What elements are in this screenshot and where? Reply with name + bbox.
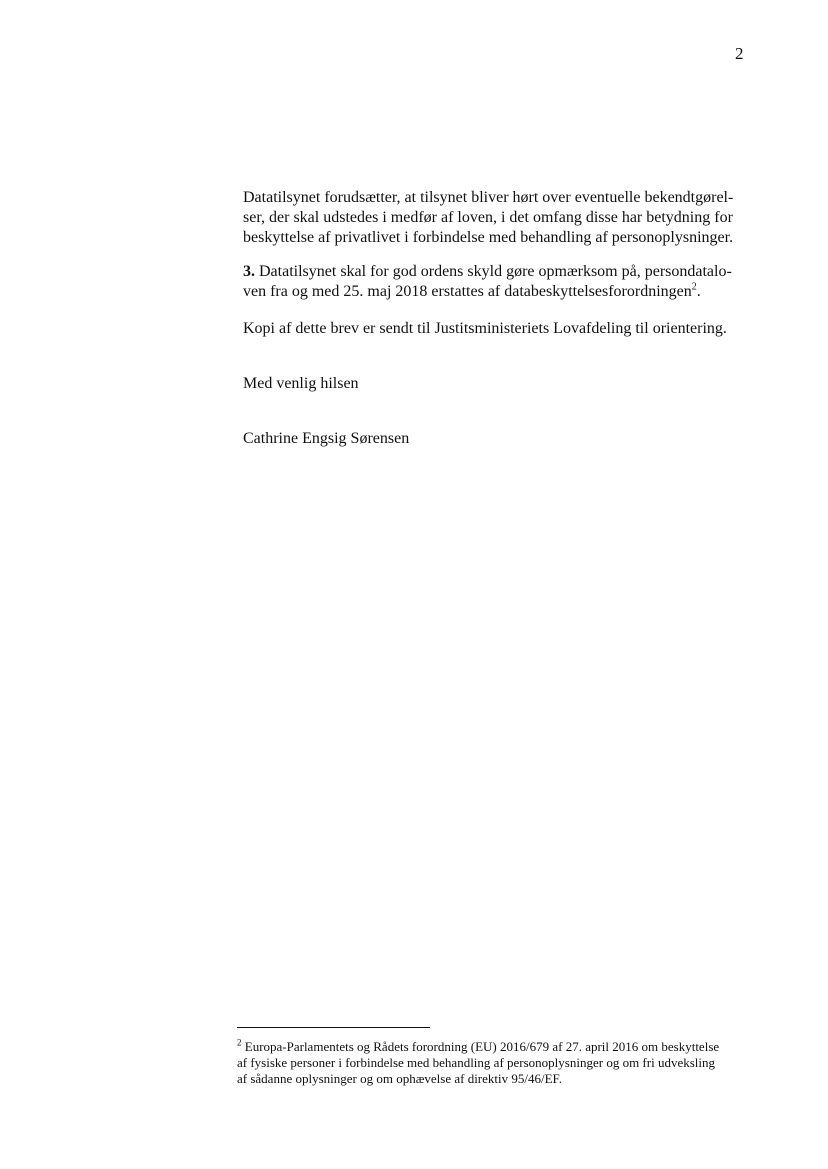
footnote (237, 1039, 757, 1087)
footnote-reference: 2 (691, 281, 697, 293)
closing-salutation (243, 374, 753, 394)
closing-text: Med venlig hilsen (243, 375, 359, 392)
paragraph-text: ven fra og med 25. maj 2018 erstattes af databeskyttelsesforordningen (243, 283, 692, 300)
page-number: 2 (735, 44, 744, 63)
paragraph-consultation (243, 188, 753, 248)
paragraph-text: Datatilsynet skal for god ordens skyld gøre opmærksom på, persondatalo- (259, 263, 732, 280)
footnote-line: af fysiske personer i forbindelse med behandling af personoplysninger og om fri udveksling (237, 1055, 715, 1070)
paragraph-line: Datatilsynet forudsætter, at tilsynet bliver hørt over eventuelle bekendtgørel- (243, 189, 734, 206)
paragraph-gdpr-notice (243, 262, 753, 302)
signature-name (243, 429, 753, 449)
footnote-marker: 2 (237, 1037, 242, 1048)
paragraph-line: beskyttelse af privatlivet i forbindelse med behandling af personoplysninger. (243, 229, 734, 246)
footnote-line (237, 1039, 757, 1055)
footnote-text: Europa-Parlamentets og Rådets forordning (EU) 2016/679 af 27. april 2016 om beskyttelse (244, 1039, 720, 1054)
section-number: 3. (243, 263, 255, 280)
footnote-divider (237, 1027, 430, 1028)
signature-text: Cathrine Engsig Sørensen (243, 430, 410, 447)
paragraph-line: Kopi af dette brev er sendt til Justitsministeriets Lovafdeling til orientering. (243, 320, 727, 337)
footnote-line: af sådanne oplysninger og om ophævelse af direktiv 95/46/EF. (237, 1071, 562, 1086)
paragraph-copy-notice (243, 319, 753, 339)
paragraph-line (243, 282, 753, 302)
paragraph-line: ser, der skal udstedes i medfør af loven, i det omfang disse har betydning for (243, 209, 733, 226)
paragraph-punctuation: . (696, 283, 701, 300)
paragraph-line (243, 262, 753, 282)
